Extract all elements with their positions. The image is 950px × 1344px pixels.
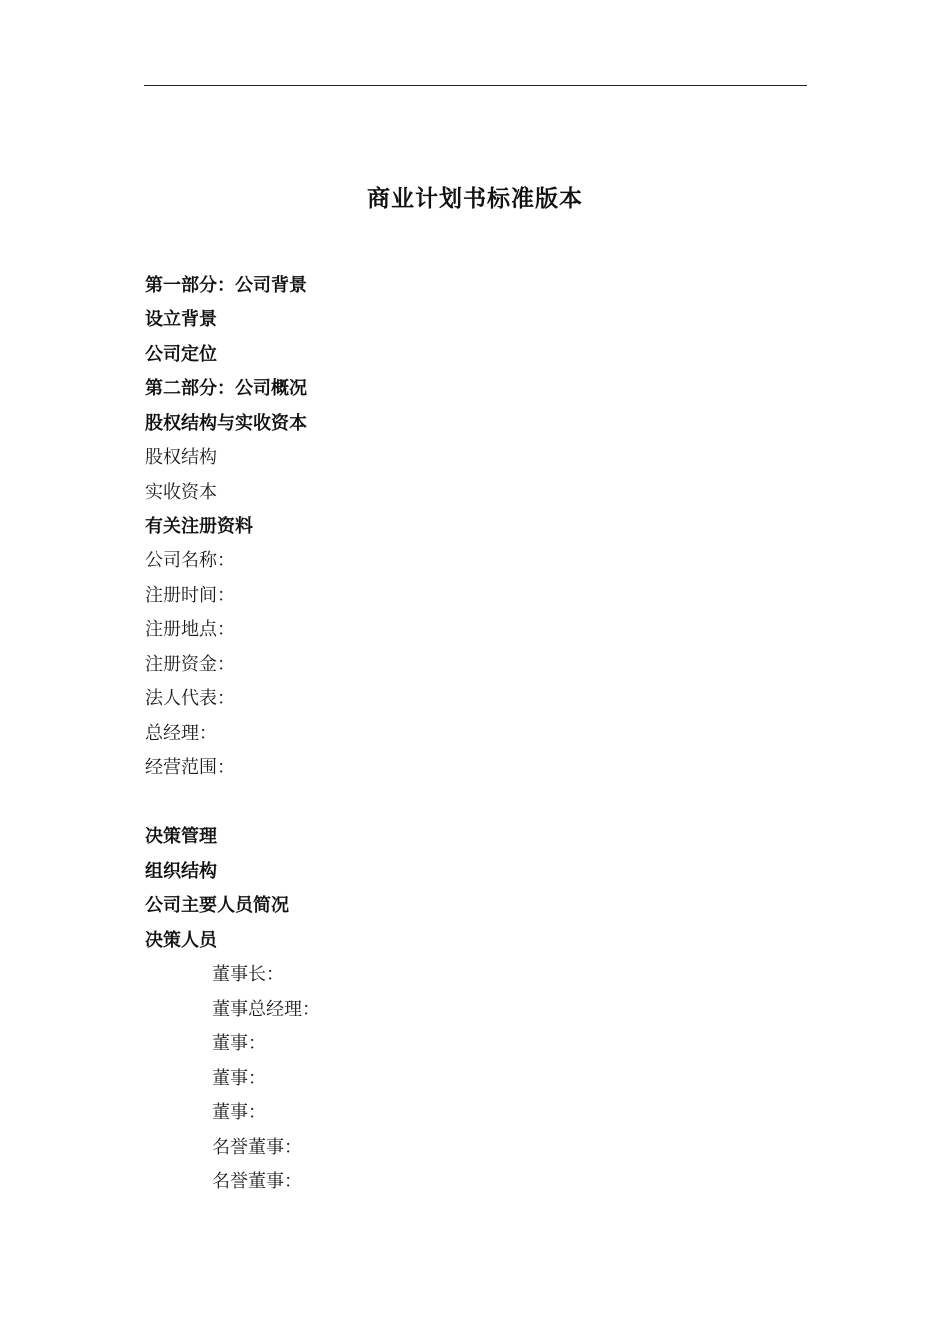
field-director: 董事： xyxy=(212,1102,266,1123)
field-legal-representative: 法人代表： xyxy=(145,688,235,709)
field-registration-place: 注册地点： xyxy=(145,619,235,640)
subheading-organization-structure: 组织结构 xyxy=(145,861,217,882)
field-general-manager: 总经理： xyxy=(145,723,217,744)
field-honorary-director: 名誉董事： xyxy=(212,1137,302,1158)
field-director: 董事： xyxy=(212,1068,266,1089)
field-registration-time: 注册时间： xyxy=(145,585,235,606)
field-registered-capital: 注册资金： xyxy=(145,654,235,675)
field-company-name: 公司名称： xyxy=(145,550,235,571)
field-chairman: 董事长： xyxy=(212,964,284,985)
subheading-equity-and-capital: 股权结构与实收资本 xyxy=(145,413,307,434)
section-heading-company-overview: 第二部分：公司概况 xyxy=(145,378,307,399)
subheading-registration-info: 有关注册资料 xyxy=(145,516,253,537)
subheading-company-positioning: 公司定位 xyxy=(145,344,217,365)
field-honorary-director: 名誉董事： xyxy=(212,1171,302,1192)
field-managing-director: 董事总经理： xyxy=(212,999,320,1020)
document-title: 商业计划书标准版本 xyxy=(367,185,583,212)
subheading-decision-makers: 决策人员 xyxy=(145,930,217,951)
subheading-key-personnel: 公司主要人员简况 xyxy=(145,895,289,916)
header-rule xyxy=(144,85,807,86)
field-business-scope: 经营范围： xyxy=(145,757,235,778)
section-heading-company-background: 第一部分：公司背景 xyxy=(145,275,307,296)
subheading-decision-management: 决策管理 xyxy=(145,826,217,847)
field-director: 董事： xyxy=(212,1033,266,1054)
item-equity-structure: 股权结构 xyxy=(145,447,217,468)
item-paid-in-capital: 实收资本 xyxy=(145,482,217,503)
subheading-establishment-background: 设立背景 xyxy=(145,309,217,330)
